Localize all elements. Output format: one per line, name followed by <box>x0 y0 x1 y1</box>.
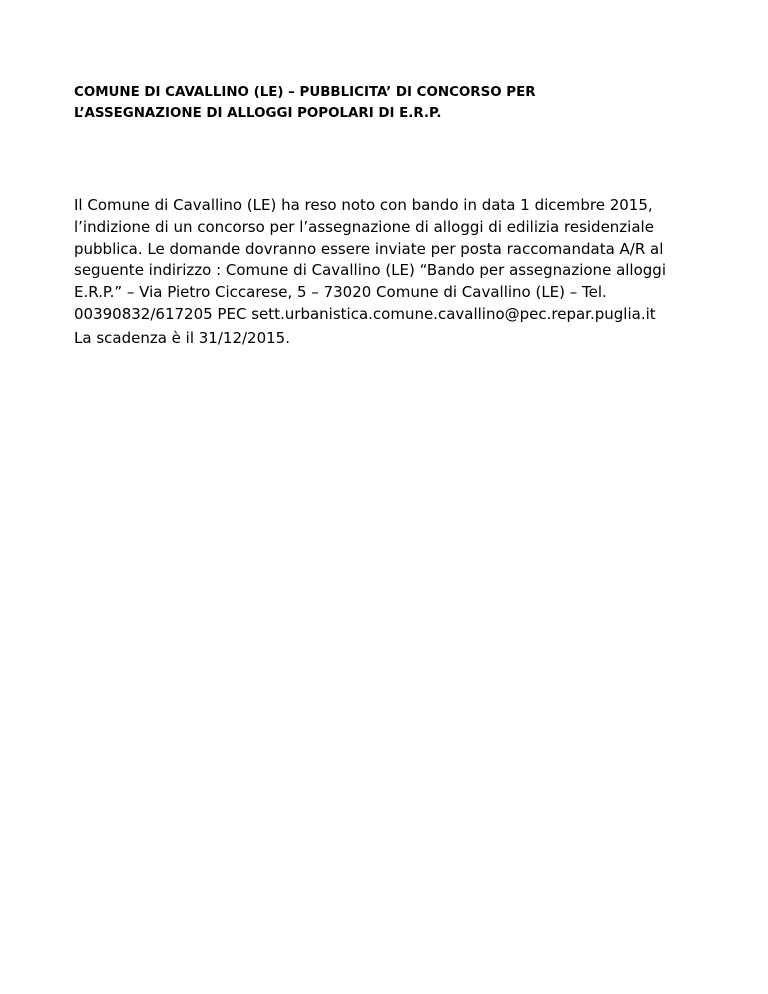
paragraph-line-3: pubblica. Le domande dovranno essere inviate per posta raccomandata A/R al <box>74 239 664 258</box>
title-line-2: L’ASSEGNAZIONE DI ALLOGGI POPOLARI DI E.R.P. <box>74 106 442 121</box>
paragraph-line-6: 00390832/617205 PEC sett.urbanistica.comune.cavallino@pec.repar.puglia.it <box>74 304 656 323</box>
title-line-1: COMUNE DI CAVALLINO (LE) – PUBBLICITA’ DI CONCORSO PER <box>74 85 536 100</box>
paragraph-line-5: E.R.P.” – Via Pietro Ciccarese, 5 – 73020 Comune di Cavallino (LE) – Tel. <box>74 283 607 302</box>
announcement-paragraph <box>74 195 714 326</box>
paragraph-line-4: seguente indirizzo : Comune di Cavallino (LE) “Bando per assegnazione alloggi <box>74 261 666 280</box>
paragraph-line-2: l’indizione di un concorso per l’assegnazione di alloggi di edilizia residenziale <box>74 217 654 236</box>
deadline-text: La scadenza è il 31/12/2015. <box>74 329 290 347</box>
paragraph-line-1: Il Comune di Cavallino (LE) ha reso noto con bando in data 1 dicembre 2015, <box>74 196 653 214</box>
document-title <box>74 82 694 124</box>
